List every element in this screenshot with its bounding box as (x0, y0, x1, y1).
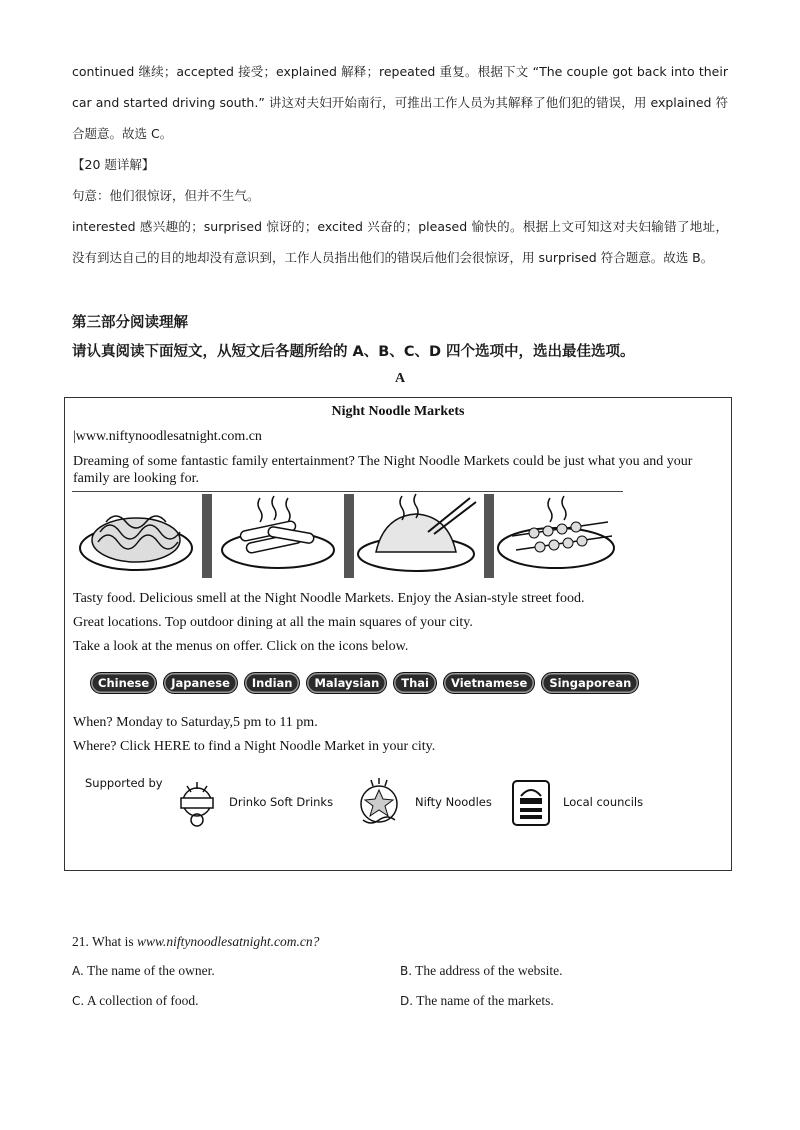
divider-bar (202, 494, 212, 578)
ad-intro: Dreaming of some fantastic family entertainment? The Night Noodle Markets could be just what you and your family are looking for. (73, 454, 693, 486)
option-d-letter: D. (400, 994, 414, 1008)
ad-title: Night Noodle Markets (331, 404, 465, 419)
option-a[interactable] (72, 963, 215, 979)
explanation-block (72, 56, 728, 149)
explanation-paragraph: continued 继续；accepted 接受；explained 解释；repeated 重复。根据下文 “The couple got back into their car and started driving south.” 讲这对夫妇开始南行，可推出工作人员为其解释了他们犯的错误，用 explained 符合题意。故选 C。 (72, 64, 728, 141)
option-b[interactable] (400, 963, 563, 979)
sponsor-local-councils: Local councils (563, 795, 644, 809)
supported-by-label: Supported by (85, 776, 163, 790)
option-d[interactable] (400, 993, 554, 1009)
drinko-logo-icon (169, 780, 225, 828)
menu-malaysian-button[interactable]: Malaysian (306, 672, 387, 694)
option-c-letter: C. (72, 994, 85, 1008)
option-c-text: A collection of food. (84, 993, 199, 1008)
ad-box (64, 397, 732, 871)
q20-heading-text: 【20 题详解】 (72, 157, 155, 172)
nifty-noodles-logo-icon (349, 776, 409, 828)
noodles-icon (80, 516, 192, 570)
sponsor-drinko: Drinko Soft Drinks (229, 795, 334, 809)
section-title: 第三部分阅读理解 (72, 315, 188, 331)
option-b-text: The address of the website. (412, 963, 563, 978)
passage-letter: A (394, 371, 406, 386)
food-illustrations (72, 491, 623, 582)
question-21-stem (72, 934, 319, 950)
menu-thai-button[interactable]: Thai (393, 672, 437, 694)
menu-chinese-button[interactable]: Chinese (90, 672, 157, 694)
ad-line-menus: Take a look at the menus on offer. Click on the icons below. (73, 639, 409, 654)
menu-singaporean-button[interactable]: Singaporean (541, 672, 639, 694)
question-21-prefix: 21. What is (72, 934, 137, 949)
section-instruction: 请认真阅读下面短文，从短文后各题所给的 A、B、C、D 四个选项中，选出最佳选项。 (72, 344, 635, 360)
divider-bar (484, 494, 494, 578)
menu-icons-row (90, 672, 639, 694)
ad-url[interactable]: |www.niftynoodlesatnight.com.cn (73, 429, 262, 444)
q20-meaning (72, 180, 728, 211)
menu-vietnamese-button[interactable]: Vietnamese (443, 672, 535, 694)
q20-detail (72, 211, 728, 273)
local-councils-logo-icon (510, 778, 552, 828)
ad-when: When? Monday to Saturday,5 pm to 11 pm. (73, 715, 318, 730)
rice-icon (358, 494, 476, 571)
option-d-text: The name of the markets. (413, 993, 554, 1008)
ad-line-locations: Great locations. Top outdoor dining at all the main squares of your city. (73, 615, 473, 630)
menu-indian-button[interactable]: Indian (244, 672, 301, 694)
menu-japanese-button[interactable]: Japanese (163, 672, 238, 694)
option-a-letter: A. (72, 964, 84, 978)
spring-rolls-icon (222, 496, 334, 568)
divider-bar (344, 494, 354, 578)
sponsor-nifty-noodles: Nifty Noodles (415, 795, 492, 809)
question-21-url: www.niftynoodlesatnight.com.cn? (137, 934, 320, 949)
q20-heading (72, 149, 728, 180)
skewers-icon (498, 496, 614, 568)
ad-where[interactable]: Where? Click HERE to find a Night Noodle Market in your city. (73, 739, 436, 754)
food-strip-svg (72, 492, 623, 582)
option-b-letter: B. (400, 964, 413, 978)
option-c[interactable] (72, 993, 199, 1009)
q20-meaning-text: 句意：他们很惊讶，但并不生气。 (72, 188, 260, 203)
ad-line-food: Tasty food. Delicious smell at the Night Noodle Markets. Enjoy the Asian-style street food. (73, 591, 585, 606)
option-a-text: The name of the owner. (83, 963, 215, 978)
q20-detail-text: interested 感兴趣的；surprised 惊讶的；excited 兴奋的；pleased 愉快的。根据上文可知这对夫妇输错了地址，没有到达自己的目的地却没有意识到，工作人员指出他们的错误后他们会很惊讶，用 surprised 符合题意。故选 B。 (72, 219, 728, 265)
